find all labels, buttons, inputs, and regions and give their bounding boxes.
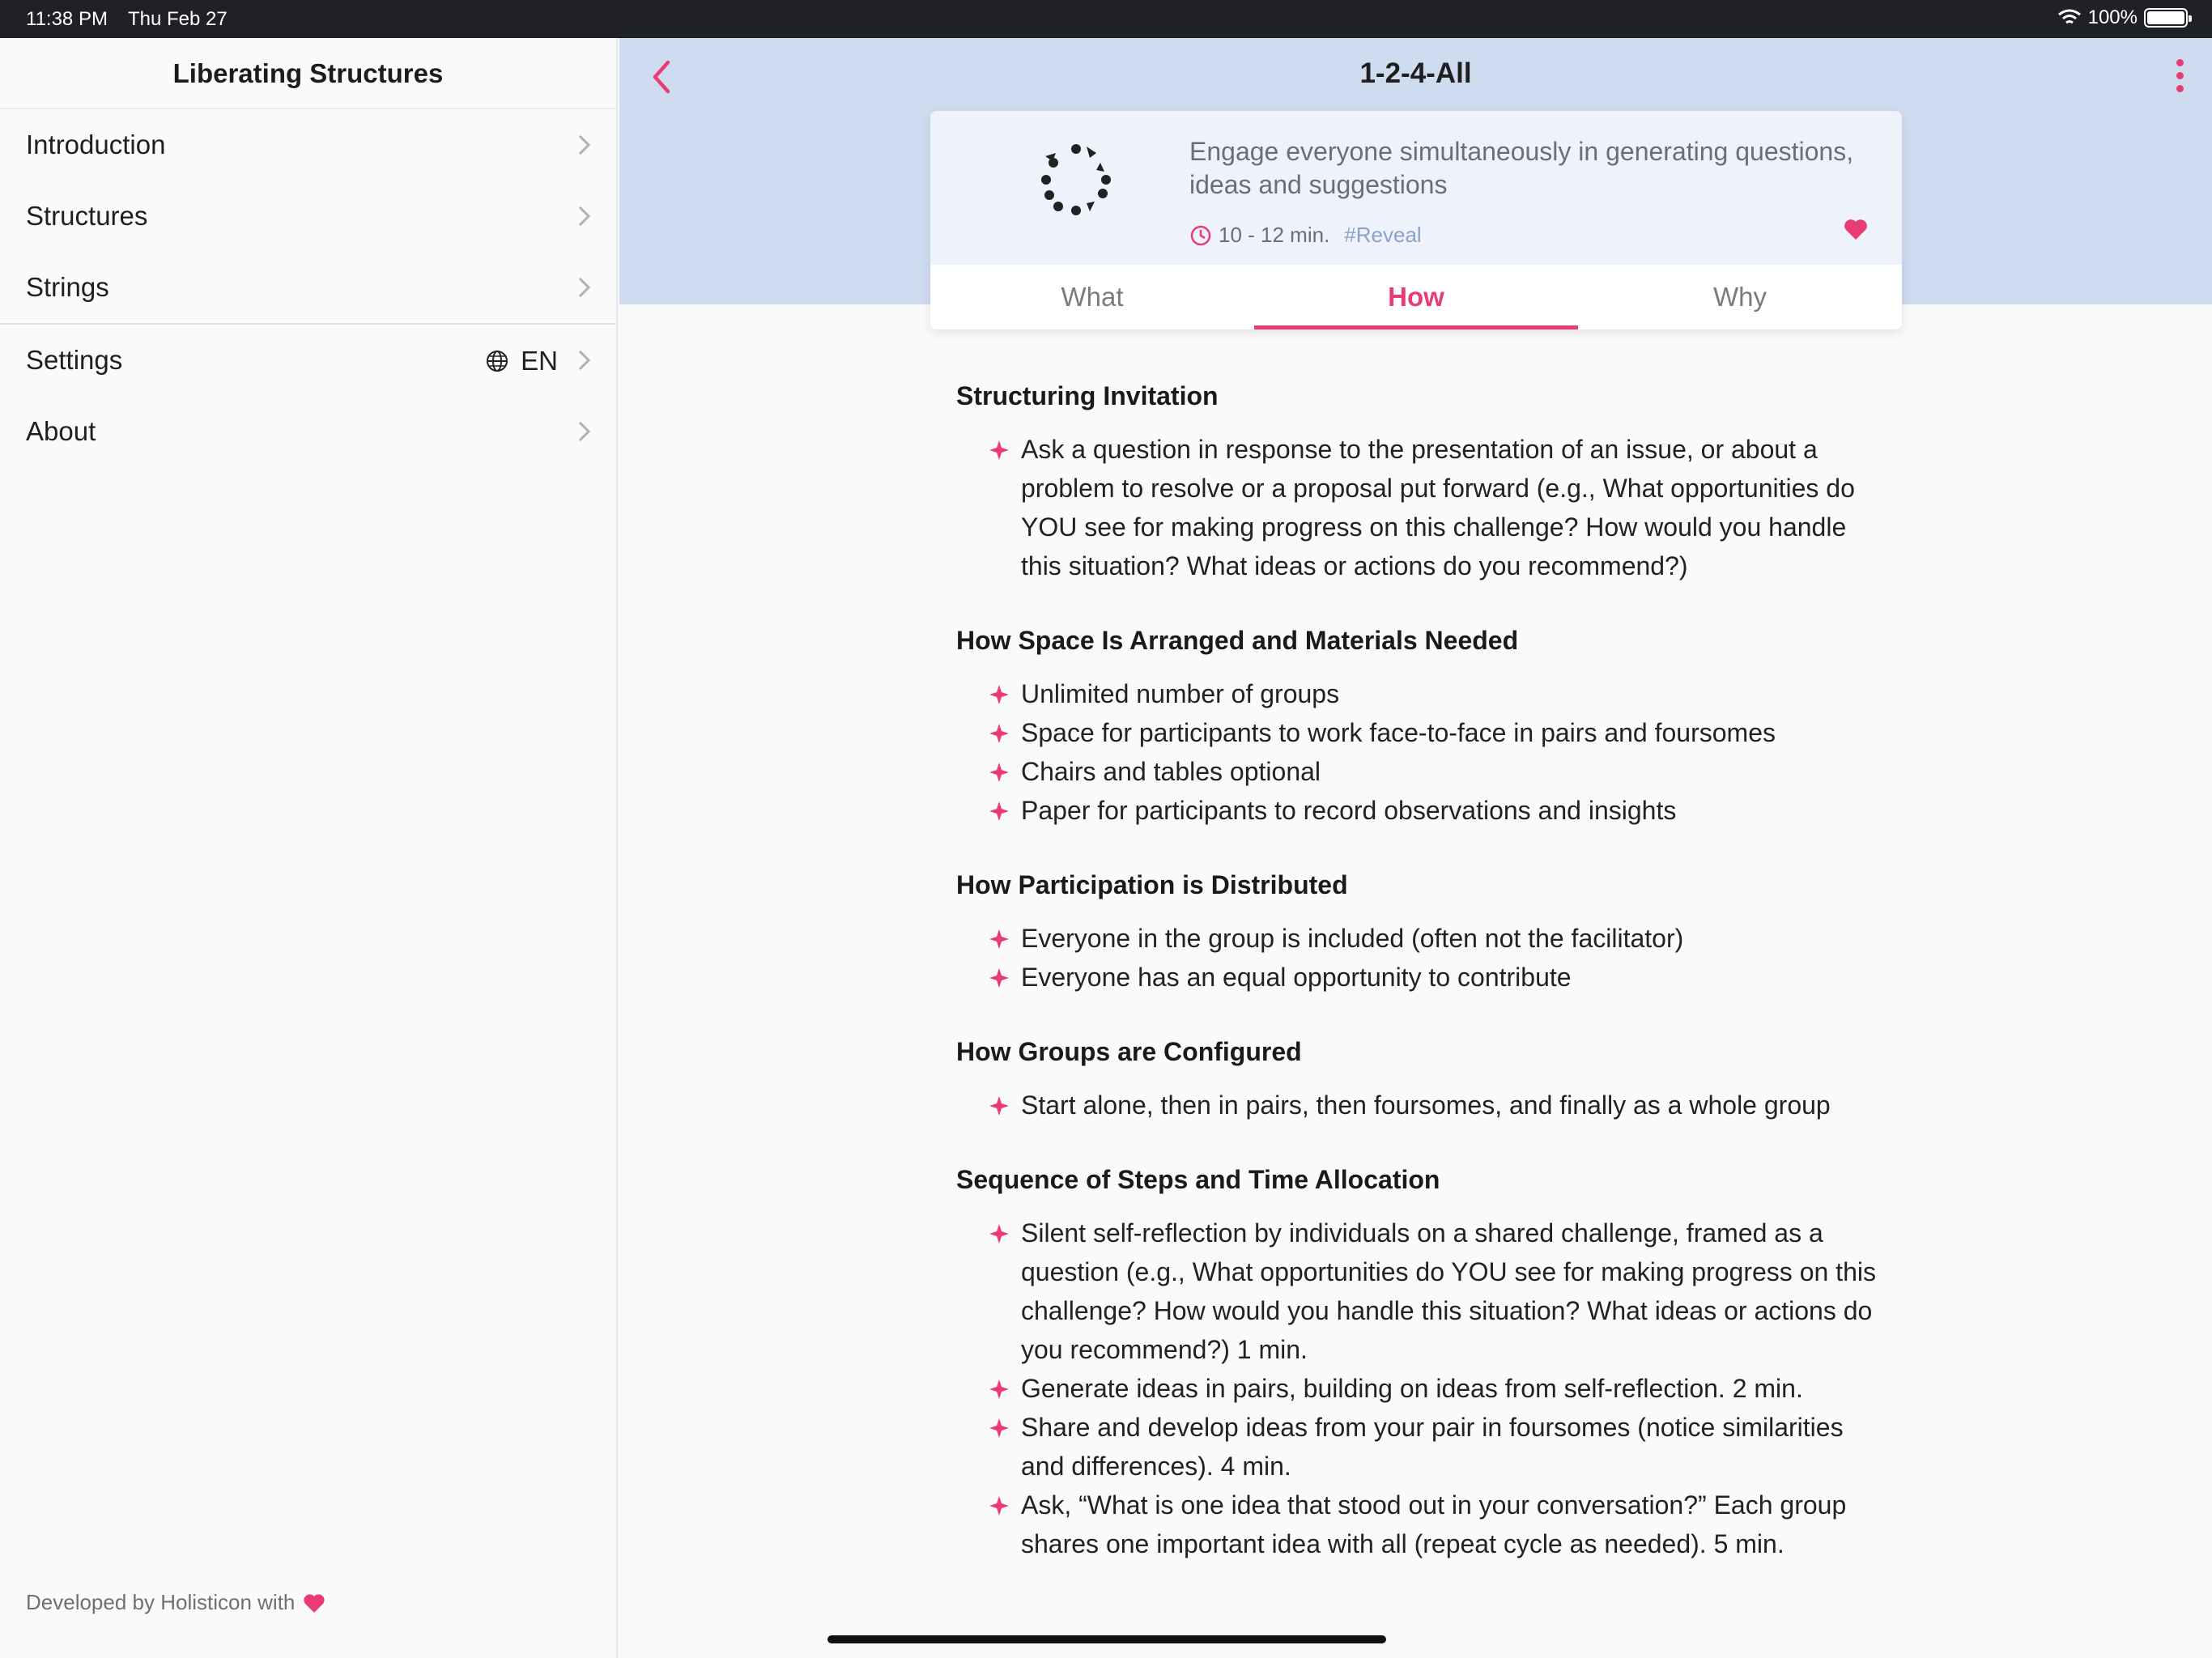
sparkle-icon <box>989 1495 1010 1516</box>
bullet-item: Generate ideas in pairs, building on ideas from self-reflection. 2 min. <box>956 1369 1879 1408</box>
sidebar-item-strings[interactable] <box>0 252 616 323</box>
duration-text: 10 - 12 min. <box>1219 223 1330 247</box>
sparkle-icon <box>989 762 1010 783</box>
sparkle-icon <box>989 1418 1010 1439</box>
sparkle-icon <box>989 929 1010 950</box>
nav-group-secondary <box>0 325 616 467</box>
sparkle-icon <box>989 440 1010 461</box>
bullet-item: Silent self-reflection by individuals on a shared challenge, framed as a question (e.g., What opportunities do YOU see for making progress on this challenge? How would you handle this situation? What ideas or actions do you recommend?) 1 min. <box>956 1214 1879 1369</box>
sidebar-title: Liberating Structures <box>0 38 616 109</box>
card-summary <box>930 111 1902 265</box>
developer-credit[interactable] <box>26 1590 325 1615</box>
sidebar-item-label: Strings <box>26 272 109 302</box>
page-title: 1-2-4-All <box>1359 57 1472 89</box>
structure-description: Engage everyone simultaneously in generating questions, ideas and suggestions <box>1189 137 1854 199</box>
section-participation <box>956 867 1879 997</box>
main-panel <box>619 38 2212 1658</box>
wifi-icon <box>2057 8 2082 28</box>
how-content <box>956 378 1879 1601</box>
sidebar-item-label: Settings <box>26 345 123 375</box>
heart-icon <box>303 1592 325 1613</box>
language-indicator <box>485 346 558 376</box>
sparkle-icon <box>989 684 1010 705</box>
nav-group-main <box>0 109 616 325</box>
section-space-materials <box>956 623 1879 830</box>
status-time: 11:38 PM <box>26 8 108 30</box>
1-2-4-all-logo-icon <box>1032 135 1121 224</box>
bullet-item: Share and develop ideas from your pair in foursomes (notice similarities and differences). 4 min. <box>956 1408 1879 1486</box>
section-steps <box>956 1162 1879 1563</box>
tab-bar <box>930 265 1902 329</box>
chevron-right-icon <box>576 134 593 156</box>
bullet-item: Start alone, then in pairs, then foursomes, and finally as a whole group <box>956 1086 1879 1124</box>
bullet-item: Everyone has an equal opportunity to contribute <box>956 958 1879 997</box>
bullet-item: Chairs and tables optional <box>956 752 1879 791</box>
sparkle-icon <box>989 1223 1010 1244</box>
tab-what[interactable]: What <box>1061 282 1124 312</box>
sidebar-item-about[interactable] <box>0 396 616 467</box>
tag-link[interactable]: #Reveal <box>1344 223 1422 247</box>
battery-icon <box>2144 8 2188 28</box>
more-options-icon[interactable] <box>2175 59 2184 95</box>
bullet-item: Ask, “What is one idea that stood out in your conversation?” Each group shares one important idea with all (repeat cycle as needed). 5 min. <box>956 1486 1879 1563</box>
tab-how[interactable]: How <box>1254 265 1578 329</box>
bullet-item: Paper for participants to record observations and insights <box>956 791 1879 830</box>
chevron-right-icon <box>576 349 593 372</box>
bullet-item: Unlimited number of groups <box>956 674 1879 713</box>
sidebar-item-label: Structures <box>26 201 148 231</box>
tab-why[interactable]: Why <box>1713 282 1767 312</box>
language-value: EN <box>521 346 558 376</box>
bullet-item: Space for participants to work face-to-face in pairs and foursomes <box>956 713 1879 752</box>
clock-icon <box>1189 224 1212 247</box>
section-groups <box>956 1034 1879 1124</box>
structure-meta <box>1189 223 1422 248</box>
sparkle-icon <box>989 801 1010 822</box>
globe-icon <box>485 349 509 373</box>
developer-credit-text: Developed by Holisticon with <box>26 1590 296 1614</box>
sidebar <box>0 38 618 1658</box>
favorite-heart-icon[interactable] <box>1844 218 1868 240</box>
bullet-item: Ask a question in response to the presentation of an issue, or about a problem to resolve or a proposal put forward (e.g., What opportunities do YOU see for making progress on this challenge? How would you handle this situation? What ideas or actions do you recommend?) <box>956 430 1879 585</box>
section-structuring-invitation <box>956 378 1879 585</box>
section-heading: How Space Is Arranged and Materials Needed <box>956 626 1519 655</box>
sidebar-item-introduction[interactable] <box>0 109 616 181</box>
sparkle-icon <box>989 1379 1010 1400</box>
chevron-right-icon <box>576 420 593 443</box>
sidebar-item-settings[interactable] <box>0 325 616 396</box>
status-bar <box>0 0 2212 38</box>
battery-percent: 100% <box>2087 6 2138 28</box>
sparkle-icon <box>989 967 1010 988</box>
sparkle-icon <box>989 723 1010 744</box>
structure-card <box>930 111 1902 329</box>
sidebar-item-label: Introduction <box>26 130 166 159</box>
chevron-right-icon <box>576 205 593 227</box>
section-heading: Structuring Invitation <box>956 381 1219 410</box>
bullet-item: Everyone in the group is included (often not the facilitator) <box>956 919 1879 958</box>
home-indicator[interactable] <box>827 1635 1386 1643</box>
sidebar-item-structures[interactable] <box>0 181 616 252</box>
section-heading: How Groups are Configured <box>956 1037 1302 1066</box>
status-right <box>2057 6 2188 29</box>
section-heading: How Participation is Distributed <box>956 870 1348 899</box>
sparkle-icon <box>989 1095 1010 1116</box>
status-date: Thu Feb 27 <box>128 8 228 30</box>
section-heading: Sequence of Steps and Time Allocation <box>956 1165 1440 1194</box>
sidebar-item-label: About <box>26 416 96 446</box>
chevron-right-icon <box>576 276 593 299</box>
